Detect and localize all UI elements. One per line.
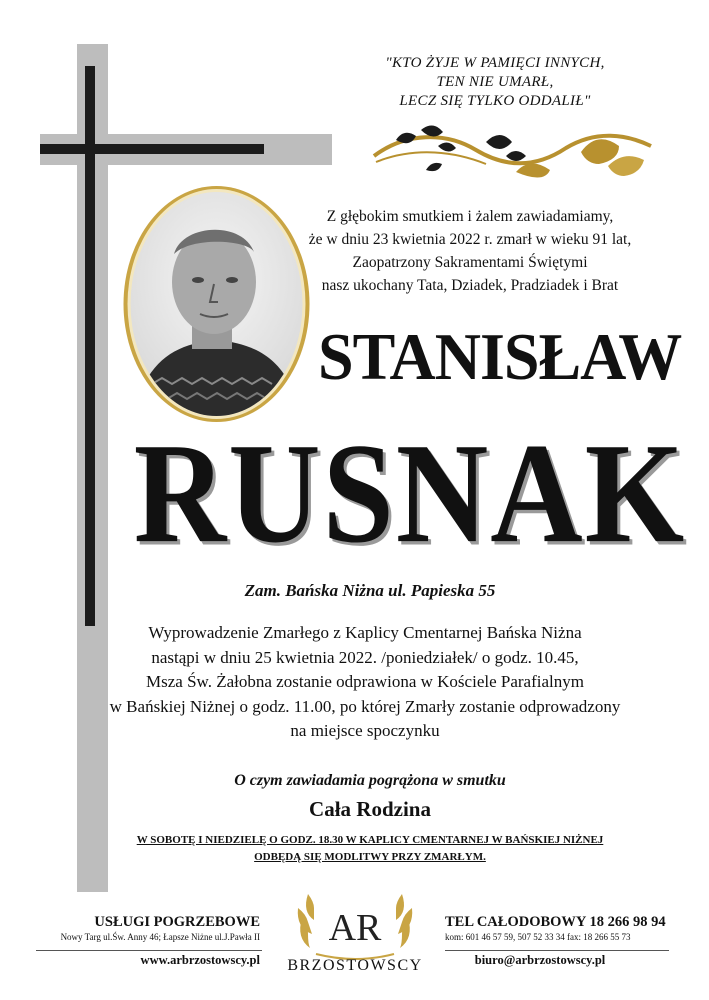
footer-divider-right [445, 950, 669, 951]
cross-horizontal [40, 144, 264, 154]
intro-line: że w dniu 23 kwietnia 2022 r. zmarł w wieku 91 lat, [308, 231, 632, 248]
intro-line: Z głębokim smutkiem i żalem zawiadamiamy, [326, 208, 614, 225]
quote-line: TEN NIE UMARŁ, [436, 74, 554, 90]
quote-line: "KTO ŻYJE W PAMIĘCI INNYCH, [385, 55, 605, 71]
intro-line: nasz ukochany Tata, Dziadek, Pradziadek i Brat [321, 277, 619, 294]
family-signature: Cała Rodzina [309, 797, 431, 821]
footer-divider-left [36, 950, 262, 951]
deceased-first-name: STANISŁAW [318, 319, 682, 394]
funeral-line: na miejsce spoczynku [290, 721, 440, 740]
intro-line: Zaopatrzony Sakramentami Świętymi [352, 254, 588, 271]
announcement-intro [300, 205, 640, 297]
funeral-line: nastąpi w dniu 25 kwietnia 2022. /poniedziałek/ o godz. 10.45, [151, 647, 579, 667]
funeral-services-address: Nowy Targ ul.Św. Anny 46; Łapsze Niżne ul.J.Pawła II [60, 932, 260, 942]
funeral-line: w Bańskiej Niżnej o godz. 11.00, po której Zmarły zostanie odprowadzony [109, 696, 621, 716]
announced-by: O czym zawiadamia pogrążona w smutku [234, 772, 506, 789]
prayer-notice [120, 832, 620, 866]
phone-24h: TEL CAŁODOBOWY 18 266 98 94 [445, 914, 666, 930]
funeral-line: Msza Św. Żałobna zostanie odprawiona w Kościele Parafialnym [146, 672, 584, 691]
deceased-last-name: RUSNAK [133, 413, 687, 573]
logo-initials: AR [328, 907, 382, 949]
prayer-line: ODBĘDĄ SIĘ MODLITWY PRZY ZMARŁYM. [254, 851, 486, 863]
funeral-line: Wyprowadzenie Zmarłego z Kaplicy Cmentarnej Bańska Niżna [148, 623, 582, 642]
grapevine-ornament-icon [366, 112, 656, 184]
funeral-details [100, 621, 630, 744]
email-link[interactable]: biuro@arbrzostowscy.pl [474, 953, 606, 967]
memorial-quote [330, 54, 660, 111]
logo-name: BRZOSTOWSCY [287, 957, 423, 974]
website-link[interactable]: www.arbrzostowscy.pl [140, 953, 260, 967]
funeral-services-title: USŁUGI POGRZEBOWE [94, 914, 260, 930]
deceased-address: Zam. Bańska Niżna ul. Papieska 55 [244, 581, 496, 600]
portrait-photo [122, 184, 311, 424]
mobile-fax-numbers: kom: 601 46 57 59, 507 52 33 34 fax: 18 266 55 73 [445, 932, 631, 942]
quote-line: LECZ SIĘ TYLKO ODDALIŁ" [399, 93, 591, 109]
prayer-line: W SOBOTĘ I NIEDZIELĘ O GODZ. 18.30 W KAPLICY CMENTARNEJ W BAŃSKIEJ NIŻNEJ [136, 834, 604, 846]
